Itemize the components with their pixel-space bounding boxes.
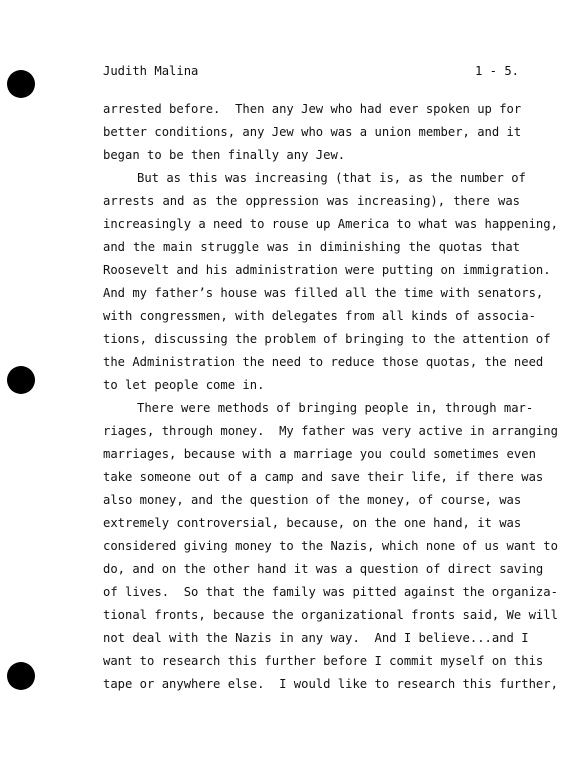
text-line: But as this was increasing (that is, as the number of xyxy=(137,171,526,185)
text-line: also money, and the question of the money, of course, was xyxy=(103,493,522,507)
text-line: arrests and as the oppression was increasing), there was xyxy=(103,194,520,208)
binder-hole-top xyxy=(7,70,35,98)
text-line: riages, through money. My father was very active in arranging xyxy=(103,424,558,438)
text-line: with congressmen, with delegates from all kinds of associa- xyxy=(103,309,536,323)
text-line: tape or anywhere else. I would like to research this further, xyxy=(103,677,558,691)
text-line: considered giving money to the Nazis, which none of us want to xyxy=(103,539,558,553)
text-line: take someone out of a camp and save their life, if there was xyxy=(103,470,544,484)
header-name: Judith Malina xyxy=(103,64,199,78)
text-line: want to research this further before I commit myself on this xyxy=(103,654,544,668)
text-line: marriages, because with a marriage you could sometimes even xyxy=(103,447,536,461)
page-number: 1 - 5. xyxy=(475,64,520,78)
binder-hole-bottom xyxy=(7,662,35,690)
text-line: do, and on the other hand it was a question of direct saving xyxy=(103,562,544,576)
text-line: There were methods of bringing people in, through mar- xyxy=(137,401,534,415)
text-line: increasingly a need to rouse up America to what was happening, xyxy=(103,217,558,231)
text-line: and the main struggle was in diminishing the quotas that xyxy=(103,240,520,254)
text-line: to let people come in. xyxy=(103,378,265,392)
text-line: not deal with the Nazis in any way. And I believe...and I xyxy=(103,631,529,645)
text-line: And my father’s house was filled all the time with senators, xyxy=(103,286,544,300)
binder-hole-middle xyxy=(7,366,35,394)
text-line: Roosevelt and his administration were putting on immigration. xyxy=(103,263,551,277)
text-line: of lives. So that the family was pitted against the organiza- xyxy=(103,585,558,599)
text-line: tions, discussing the problem of bringing to the attention of xyxy=(103,332,551,346)
text-line: better conditions, any Jew who was a union member, and it xyxy=(103,125,522,139)
text-line: extremely controversial, because, on the one hand, it was xyxy=(103,516,522,530)
text-line: the Administration the need to reduce those quotas, the need xyxy=(103,355,544,369)
text-line: began to be then finally any Jew. xyxy=(103,148,346,162)
text-line: tional fronts, because the organizational fronts said, We will xyxy=(103,608,558,622)
text-line: arrested before. Then any Jew who had ever spoken up for xyxy=(103,102,522,116)
